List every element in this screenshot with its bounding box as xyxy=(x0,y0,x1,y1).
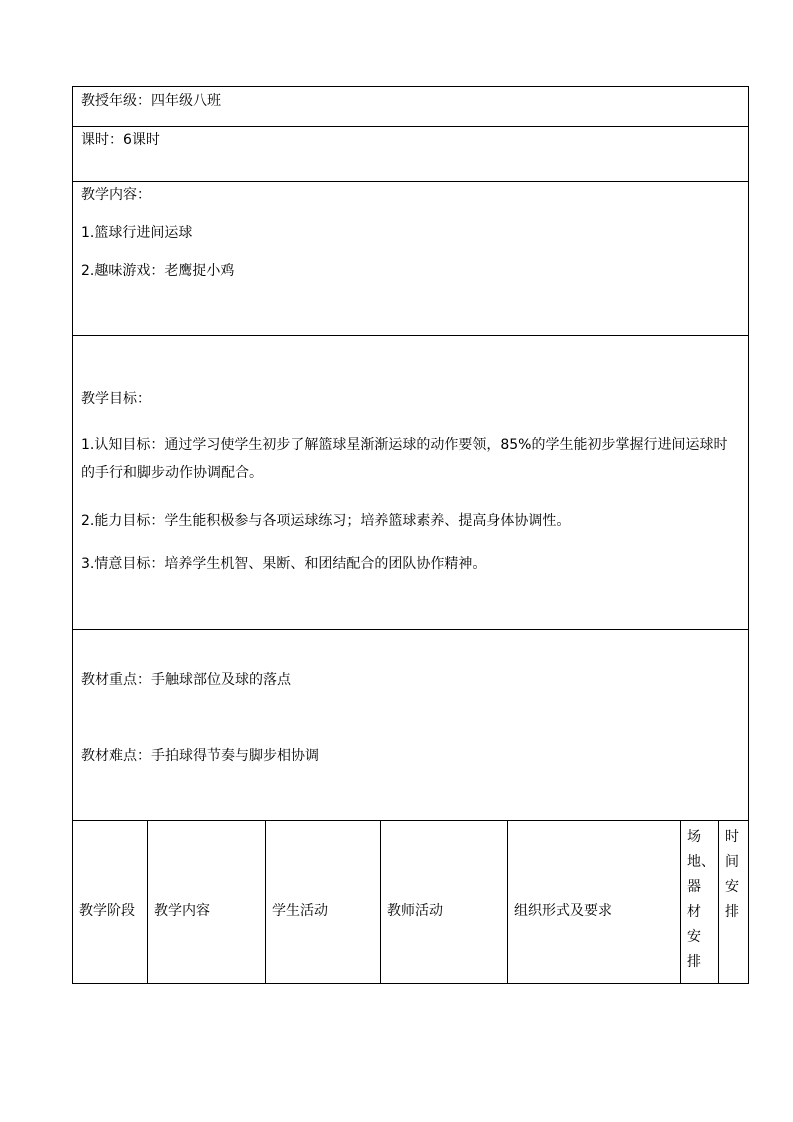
header-cell-venue xyxy=(680,820,718,984)
focus-text: 教材重点：手触球部位及球的落点 xyxy=(81,672,291,688)
key-points-row xyxy=(72,629,749,821)
content-row xyxy=(72,181,749,335)
header-time: 时间安排 xyxy=(725,829,739,920)
grade-text: 教授年级：四年级八班 xyxy=(81,93,221,109)
objectives-row xyxy=(72,335,749,629)
objective-item: 3.情意目标：培养学生机智、果断、和团结配合的团队协作精神。 xyxy=(81,556,487,572)
header-cell-organization xyxy=(507,820,680,984)
difficulty-text: 教材难点：手拍球得节奏与脚步相协调 xyxy=(81,748,319,764)
content-item: 1.篮球行进间运球 xyxy=(81,225,193,241)
header-organization: 组织形式及要求 xyxy=(514,903,612,919)
header-content: 教学内容 xyxy=(154,903,210,919)
objective-item: 1.认知目标：通过学习使学生初步了解篮球星渐渐运球的动作要领，85%的学生能初步掌握行进间运球时的手行和脚步动作协调配合。 xyxy=(81,437,728,481)
header-cell-stage xyxy=(72,820,147,984)
lesson-hours-row xyxy=(72,126,749,181)
header-student: 学生活动 xyxy=(272,903,328,919)
header-cell-student xyxy=(265,820,380,984)
header-stage: 教学阶段 xyxy=(79,903,135,919)
content-item: 2.趣味游戏：老鹰捉小鸡 xyxy=(81,263,235,279)
objectives-heading: 教学目标： xyxy=(81,391,151,407)
objective-item: 2.能力目标：学生能积极参与各项运球练习；培养篮球素养、提高身体协调性。 xyxy=(81,513,571,529)
header-cell-time xyxy=(718,820,749,984)
header-cell-content xyxy=(147,820,265,984)
header-cell-teacher xyxy=(380,820,507,984)
table-bottom-border xyxy=(72,983,749,984)
grade-row xyxy=(72,86,749,126)
content-heading: 教学内容： xyxy=(81,187,151,203)
header-teacher: 教师活动 xyxy=(387,903,443,919)
header-venue: 场地、器材安排 xyxy=(687,829,715,970)
lesson-hours-text: 课时：6课时 xyxy=(81,132,160,148)
